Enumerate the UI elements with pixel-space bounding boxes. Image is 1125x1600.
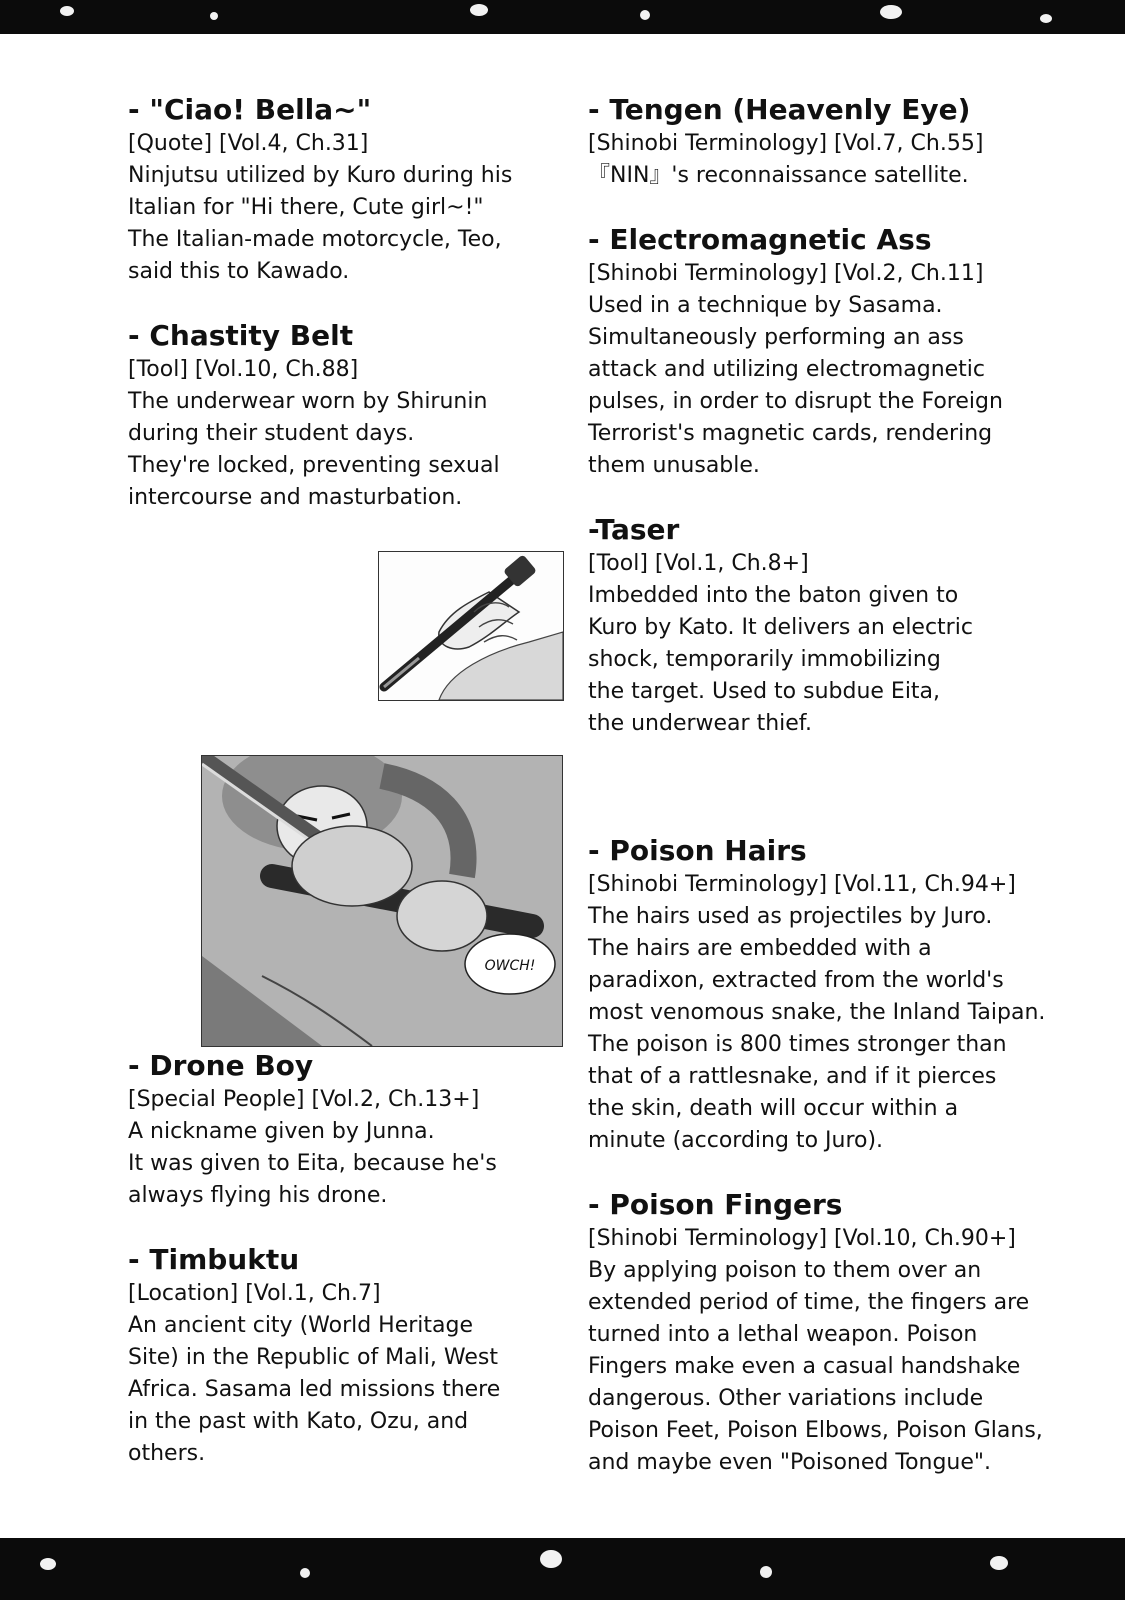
entry-description: Ninjutsu utilized by Kuro during his Italian for "Hi there, Cute girl~!" The Italian-made motorcycle, Teo, said this to Kawado. [128,163,513,284]
entry-tags: [Shinobi Terminology] [Vol.7, Ch.55] [588,131,984,156]
glossary-entry [128,1242,558,1470]
entry-description: A nickname given by Junna. It was given to Eita, because he's always flying his drone. [128,1119,497,1208]
entry-description: The underwear worn by Shirunin during their student days. They're locked, preventing sexual intercourse and masturbation. [128,389,500,510]
entry-tags: [Tool] [Vol.10, Ch.88] [128,357,359,382]
glossary-entry [128,318,558,514]
ninja-with-sword-illustration [202,756,562,1046]
entry-title: - Drone Boy [128,1049,314,1082]
left-column-upper [128,92,558,544]
entry-tags: [Tool] [Vol.1, Ch.8+] [588,551,809,576]
top-decorative-band [0,0,1125,34]
entry-description: 『NIN』's reconnaissance satellite. [588,163,969,188]
entry-title: -Taser [588,513,680,546]
bottom-decorative-band [0,1538,1125,1600]
left-column-lower [128,1048,558,1500]
entry-title: - Tengen (Heavenly Eye) [588,93,971,126]
entry-title: - Chastity Belt [128,319,354,352]
glossary-entry [588,92,1093,192]
glossary-entry [128,1048,558,1212]
glossary-entry [588,833,1093,1157]
drone-boy-illustration-panel [201,755,563,1047]
taser-illustration-panel [378,551,564,701]
glossary-entry [588,512,1093,740]
entry-tags: [Shinobi Terminology] [Vol.2, Ch.11] [588,261,984,286]
baton-in-hand-illustration [379,552,563,700]
entry-title: - Electromagnetic Ass [588,223,932,256]
glossary-entry [588,1187,1093,1479]
right-column-lower [588,833,1093,1509]
glossary-entry [128,92,558,288]
entry-tags: [Quote] [Vol.4, Ch.31] [128,131,369,156]
entry-description: An ancient city (World Heritage Site) in the Republic of Mali, West Africa. Sasama led missions there in the past with Kato, Ozu, and others. [128,1313,501,1466]
entry-tags: [Special People] [Vol.2, Ch.13+] [128,1087,480,1112]
right-column-upper [588,92,1093,770]
entry-description: The hairs used as projectiles by Juro. The hairs are embedded with a paradixon, extracted from the world's most venomous snake, the Inland Taipan. The poison is 800 times stronger than that of a rattlesnake, and if it pierces the skin, death will occur within a minute (according to Juro). [588,904,1046,1153]
entry-description: Used in a technique by Sasama. Simultaneously performing an ass attack and utilizing electromagnetic pulses, in order to disrupt the Foreign Terrorist's magnetic cards, rendering them unusable. [588,293,1003,478]
entry-tags: [Shinobi Terminology] [Vol.10, Ch.90+] [588,1226,1016,1251]
entry-description: Imbedded into the baton given to Kuro by Kato. It delivers an electric shock, temporarily immobilizing the target. Used to subdue Eita, the underwear thief. [588,583,973,736]
entry-tags: [Location] [Vol.1, Ch.7] [128,1281,381,1306]
entry-description: By applying poison to them over an extended period of time, the fingers are turned into a lethal weapon. Poison Fingers make even a casual handshake dangerous. Other variations include Poison Feet, Poison Elbows, Poison Glans, and maybe even "Poisoned Tongue". [588,1258,1043,1475]
entry-title: - "Ciao! Bella~" [128,93,372,126]
entry-title: - Poison Fingers [588,1188,843,1221]
glossary-entry [588,222,1093,482]
entry-tags: [Shinobi Terminology] [Vol.11, Ch.94+] [588,872,1016,897]
entry-title: - Timbuktu [128,1243,300,1276]
sfx-text: OWCH! [484,958,536,974]
entry-title: - Poison Hairs [588,834,807,867]
